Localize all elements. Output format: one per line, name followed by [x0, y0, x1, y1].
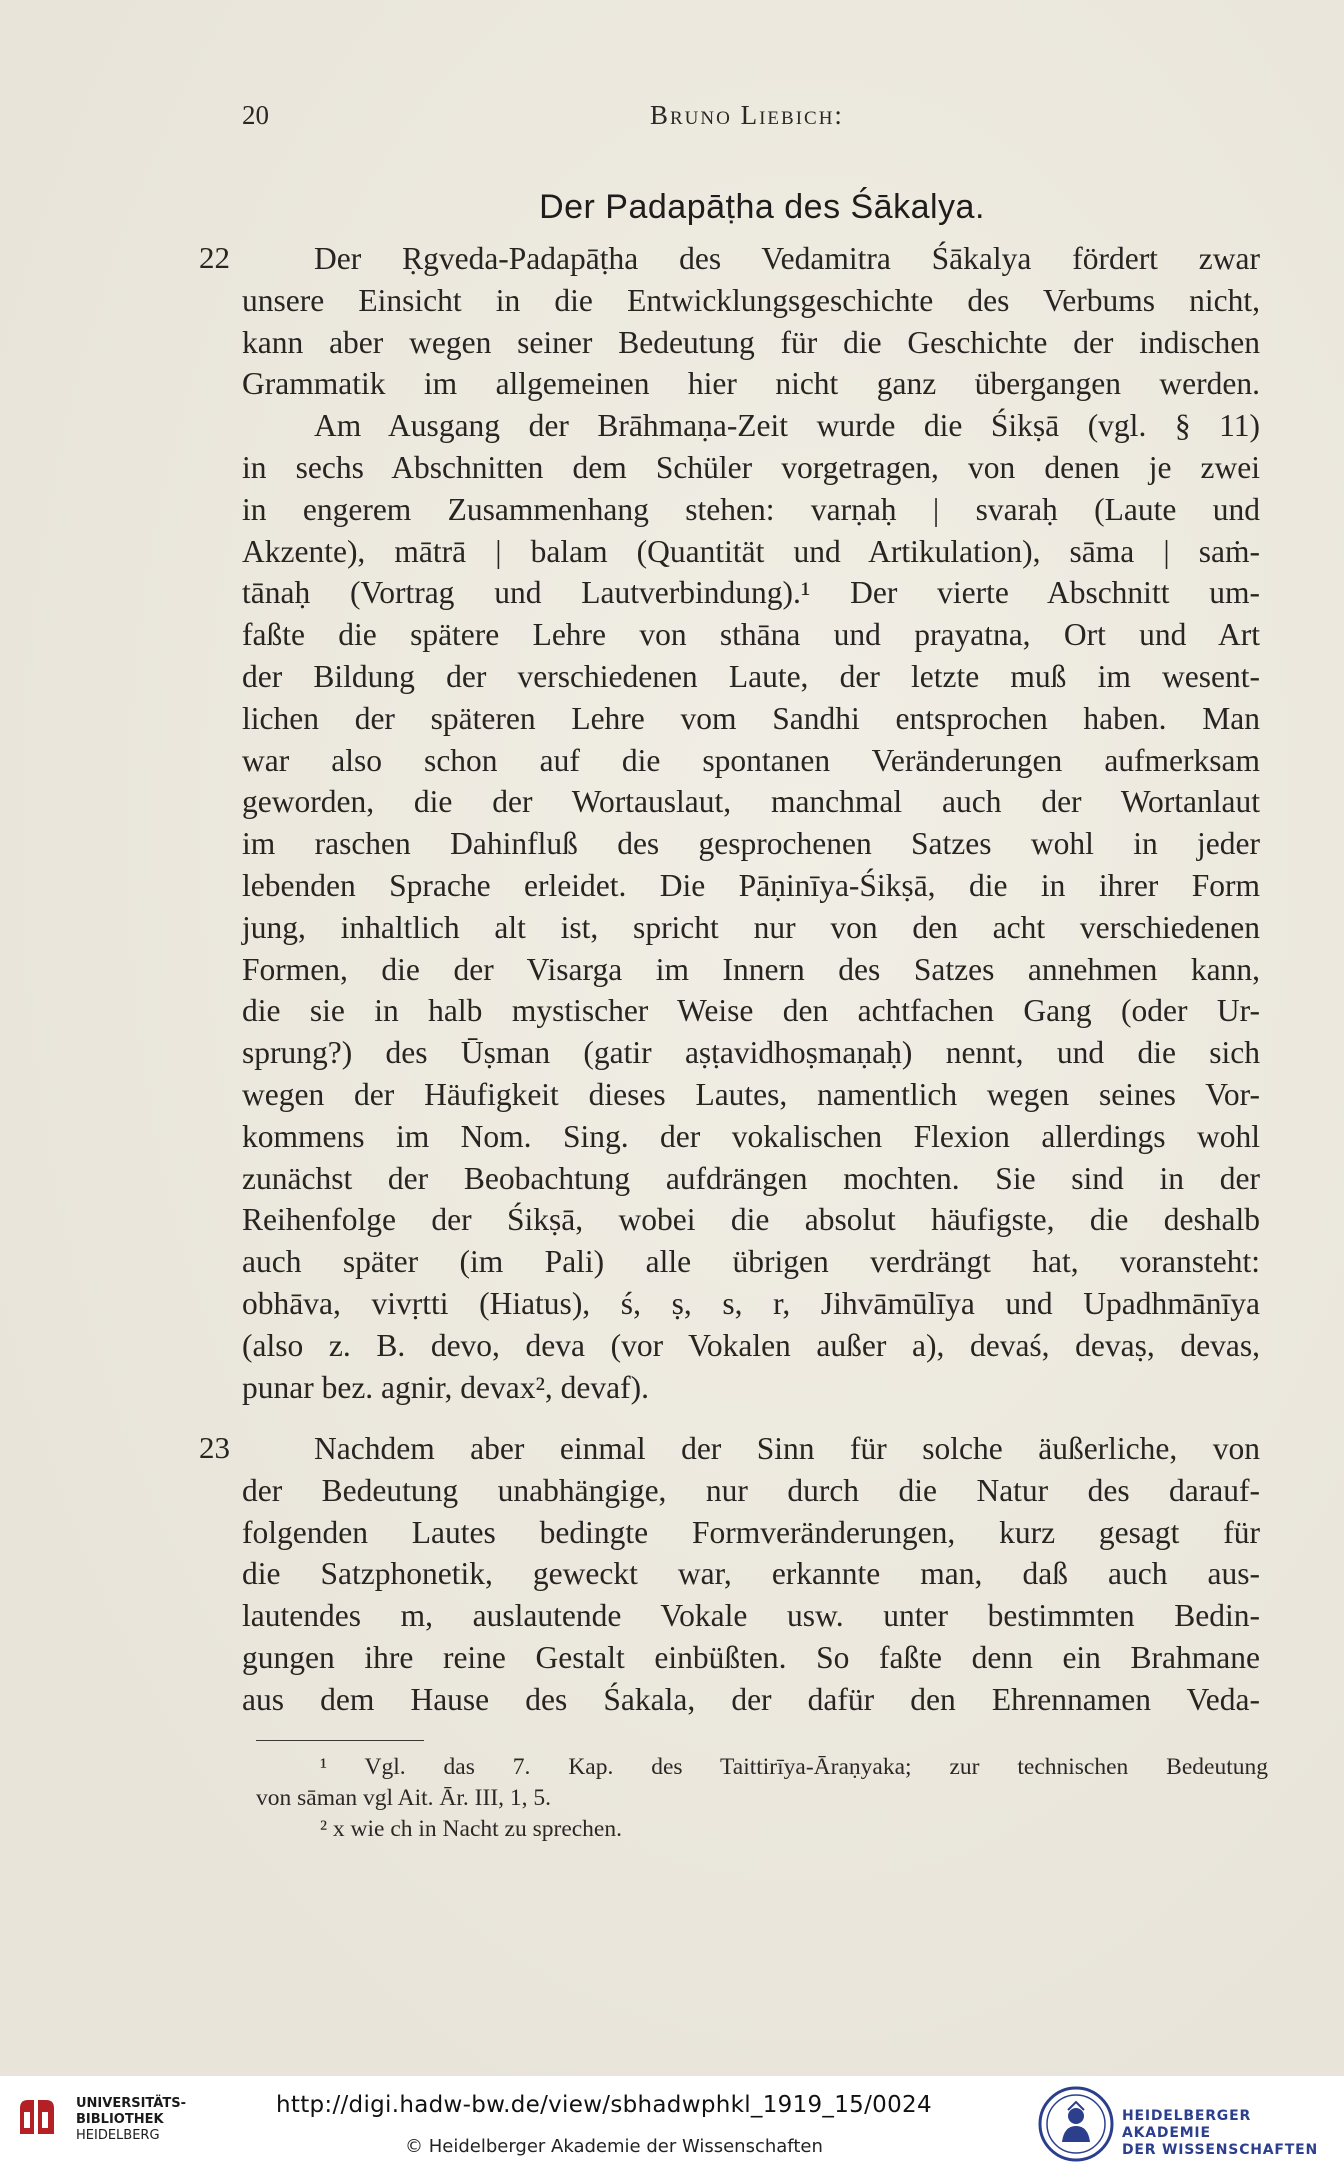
paragraph-22 [242, 238, 1260, 1408]
university-library-name [76, 2096, 186, 2144]
text-line: in sechs Abschnitten dem Schüler vorgetragen, von denen je zwei [242, 449, 1260, 485]
text-line: Akzente), mātrā | balam (Quantität und Artikulation), sāma | saṁ- [242, 533, 1260, 569]
permalink-url[interactable]: http://digi.hadw-bw.de/view/sbhadwphkl_1919_15/0024 [276, 2092, 932, 2118]
footnote-rule [256, 1740, 424, 1741]
text-line: sprung?) des Ūṣman (gatir aṣṭavidhoṣmaṇaḥ) nennt, und die sich [242, 1035, 1260, 1071]
text-line: (also z. B. devo, deva (vor Vokalen außer a), devaś, devaṣ, devas, [242, 1327, 1260, 1363]
text-line: Formen, die der Visarga im Innern des Satzes annehmen kann, [242, 951, 1260, 987]
text-line: aus dem Hause des Śakala, der dafür den Ehrennamen Veda- [242, 1681, 1260, 1717]
paragraph-23 [242, 1428, 1260, 1721]
academy-line: HEIDELBERGER AKADEMIE [1122, 2108, 1252, 2141]
text-line: jung, inhaltlich alt ist, spricht nur von den acht verschiedenen [242, 909, 1260, 945]
text-line: die sie in halb mystischer Weise den achtfachen Gang (oder Ur- [242, 993, 1260, 1029]
text-line: zunächst der Beobachtung aufdrängen mochten. Sie sind in der [242, 1160, 1260, 1196]
text-line: war also schon auf die spontanen Veränderungen aufmerksam [242, 742, 1260, 778]
page-number: 20 [242, 100, 269, 130]
text-line: gungen ihre reine Gestalt einbüßten. So faßte denn ein Brahmane [242, 1639, 1260, 1675]
text-line: der Bildung der verschiedenen Laute, der letzte muß im wesent- [242, 658, 1260, 694]
text-line: faßte die spätere Lehre von sthāna und prayatna, Ort und Art [242, 617, 1260, 653]
section-number-23: 23 [199, 1430, 230, 1465]
academy-line: DER WISSENSCHAFTEN [1122, 2142, 1319, 2158]
text-line: auch später (im Pali) alle übrigen verdrängt hat, voransteht: [242, 1244, 1260, 1280]
academy-name [1122, 2108, 1344, 2159]
text-line: Reihenfolge der Śikṣā, wobei die absolut häufigste, die deshalb [242, 1202, 1260, 1238]
section-title: Der Padapāṭha des Śākalya. [539, 188, 985, 226]
text-line: geworden, die der Wortauslaut, manchmal auch der Wortanlaut [242, 784, 1260, 820]
university-library-logo-icon[interactable] [14, 2094, 60, 2140]
text-line: folgenden Lautes bedingte Formveränderungen, kurz gesagt für [242, 1514, 1260, 1550]
academy-seal-icon[interactable] [1038, 2086, 1114, 2162]
text-line: kommens im Nom. Sing. der vokalischen Flexion allerdings wohl [242, 1118, 1260, 1154]
text-line: kann aber wegen seiner Bedeutung für die Geschichte der indischen [242, 324, 1260, 360]
text-line: die Satzphonetik, geweckt war, erkannte man, daß auch aus- [242, 1556, 1260, 1592]
text-line: der Bedeutung unabhängige, nur durch die Natur des darauf- [242, 1472, 1260, 1508]
text-line: unsere Einsicht in die Entwicklungsgeschichte des Verbums nicht, [242, 282, 1260, 318]
text-line: lebenden Sprache erleidet. Die Pāṇinīya-Śikṣā, die in ihrer Form [242, 867, 1260, 903]
library-line: UNIVERSITÄTS- [76, 2096, 186, 2111]
text-line: Am Ausgang der Brāhmaṇa-Zeit wurde die Śikṣā (vgl. § 11) [314, 408, 1260, 444]
copyright-notice: © Heidelberger Akademie der Wissenschaften [405, 2136, 823, 2157]
footnotes [256, 1752, 1268, 1845]
text-line: obhāva, vivṛtti (Hiatus), ś, ṣ, s, r, Jihvāmūlīya und Upadhmānīya [242, 1285, 1260, 1321]
text-line: Grammatik im allgemeinen hier nicht ganz übergangen werden. [242, 366, 1260, 402]
text-line: tānaḥ (Vortrag und Lautverbindung).¹ Der vierte Abschnitt um- [242, 575, 1260, 611]
text-line: in engerem Zusammenhang stehen: varṇaḥ | svaraḥ (Laute und [242, 491, 1260, 527]
text-line: Der Ṛgveda-Padapāṭha des Vedamitra Śākalya fördert zwar [314, 241, 1260, 276]
footnote-1: ¹ Vgl. das 7. Kap. des Taittirīya-Āraṇyaka; zur technischen Bedeutung [320, 1754, 1268, 1780]
text-line: Nachdem aber einmal der Sinn für solche äußerliche, von [314, 1431, 1260, 1466]
text-line: lautendes m, auslautende Vokale usw. unter bestimmten Bedin- [242, 1598, 1260, 1634]
footnote-2: ² x wie ch in Nacht zu sprechen. [320, 1816, 622, 1842]
running-author: Bruno Liebich: [650, 100, 844, 130]
text-line: punar bez. agnir, devax², devaf). [242, 1369, 649, 1405]
digitization-footer [0, 2076, 1344, 2172]
library-line: HEIDELBERG [76, 2128, 160, 2143]
text-line: lichen der späteren Lehre vom Sandhi entsprochen haben. Man [242, 700, 1260, 736]
section-number-22: 22 [199, 240, 230, 275]
library-line: BIBLIOTHEK [76, 2112, 164, 2127]
footnote-1-continued: von sāman vgl Ait. Ār. III, 1, 5. [256, 1785, 552, 1811]
text-line: wegen der Häufigkeit dieses Lautes, namentlich wegen seines Vor- [242, 1076, 1260, 1112]
text-line: im raschen Dahinfluß des gesprochenen Satzes wohl in jeder [242, 826, 1260, 862]
